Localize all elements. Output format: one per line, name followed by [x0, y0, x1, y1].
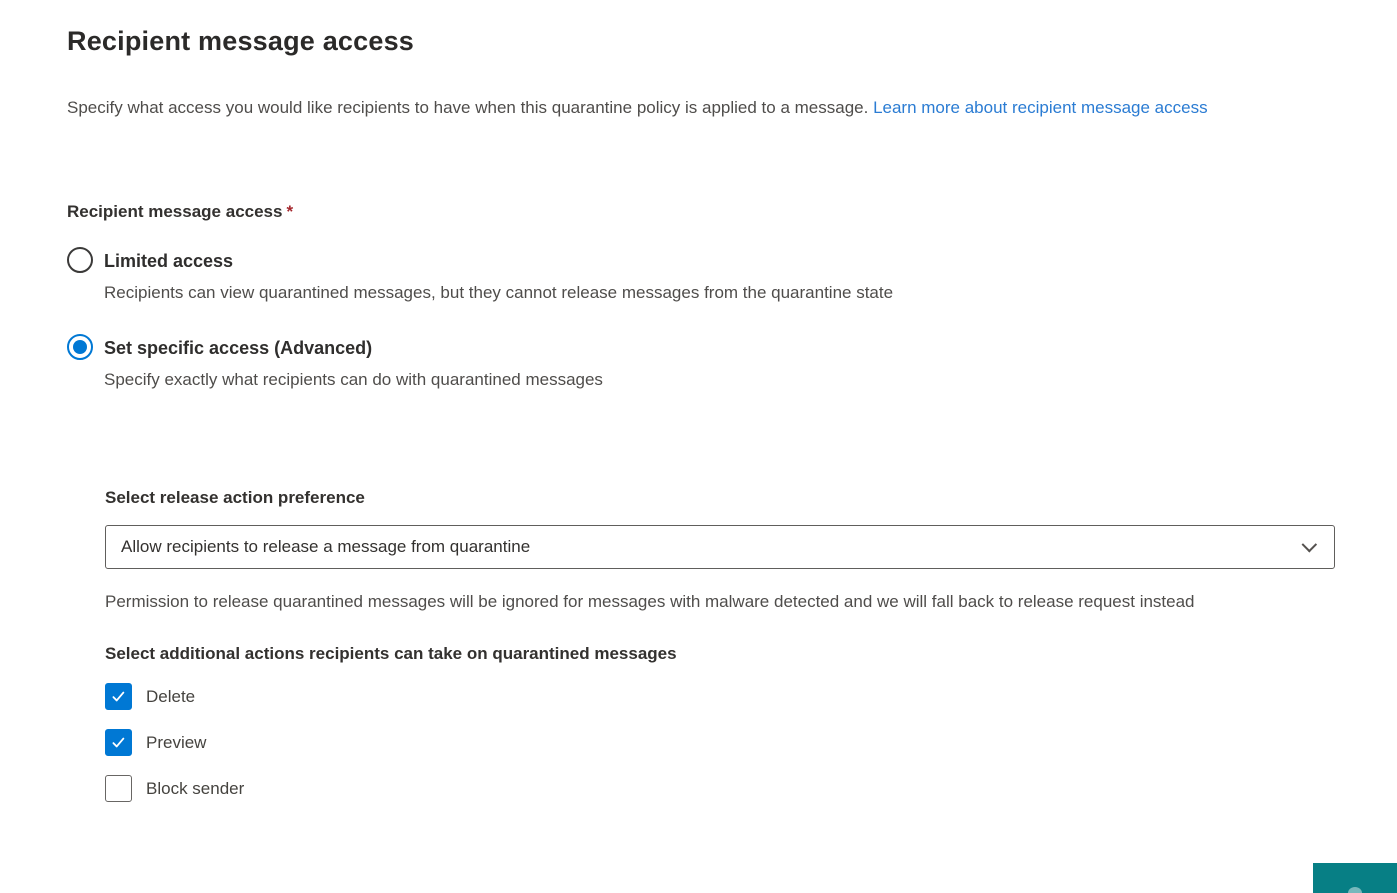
page-description-text: Specify what access you would like recipients to have when this quarantine policy is applied to a message.	[67, 98, 874, 117]
checkbox-unchecked[interactable]	[105, 775, 132, 802]
radio-option-limited-access[interactable]	[67, 247, 1337, 309]
checkbox-checked[interactable]	[105, 683, 132, 710]
checkbox-label: Preview	[146, 732, 207, 752]
recipient-access-field-label-text: Recipient message access	[67, 202, 283, 221]
release-action-label: Select release action preference	[105, 488, 365, 507]
radio-option-description: Specify exactly what recipients can do with quarantined messages	[104, 370, 603, 389]
feedback-icon	[1348, 887, 1362, 893]
radio-button-selected[interactable]	[67, 334, 93, 360]
required-asterisk: *	[286, 202, 294, 221]
checkmark-icon	[110, 734, 127, 751]
checkbox-label: Block sender	[146, 778, 245, 798]
release-action-dropdown[interactable]	[105, 525, 1335, 569]
checkbox-row-preview[interactable]	[105, 729, 1337, 756]
checkbox-checked[interactable]	[105, 729, 132, 756]
radio-option-texts	[104, 247, 893, 309]
radio-button-unselected[interactable]	[67, 247, 93, 273]
radio-option-set-specific-access[interactable]	[67, 334, 1337, 396]
release-action-selected-value: Allow recipients to release a message from quarantine	[121, 537, 531, 556]
radio-option-title: Limited access	[104, 251, 234, 271]
page-title: Recipient message access	[67, 26, 415, 56]
advanced-access-section	[105, 488, 1337, 802]
checkbox-label: Delete	[146, 686, 196, 706]
page-description	[67, 93, 1337, 122]
learn-more-link[interactable]: Learn more about recipient message access	[873, 98, 1208, 117]
feedback-button[interactable]	[1313, 863, 1397, 893]
checkmark-icon	[110, 688, 127, 705]
release-action-note: Permission to release quarantined messages will be ignored for messages with malware detected and we will fall back to release request instead	[105, 592, 1195, 611]
checkbox-row-block-sender[interactable]	[105, 775, 1337, 802]
radio-option-description: Recipients can view quarantined messages, but they cannot release messages from the quarantine state	[104, 283, 894, 302]
radio-option-title: Set specific access (Advanced)	[104, 338, 373, 358]
radio-option-texts	[104, 334, 603, 396]
radio-dot	[73, 340, 87, 354]
chevron-down-icon	[1302, 536, 1318, 552]
checkbox-row-delete[interactable]	[105, 683, 1337, 710]
additional-actions-label: Select additional actions recipients can take on quarantined messages	[105, 644, 677, 663]
recipient-access-field-label	[67, 202, 1337, 222]
